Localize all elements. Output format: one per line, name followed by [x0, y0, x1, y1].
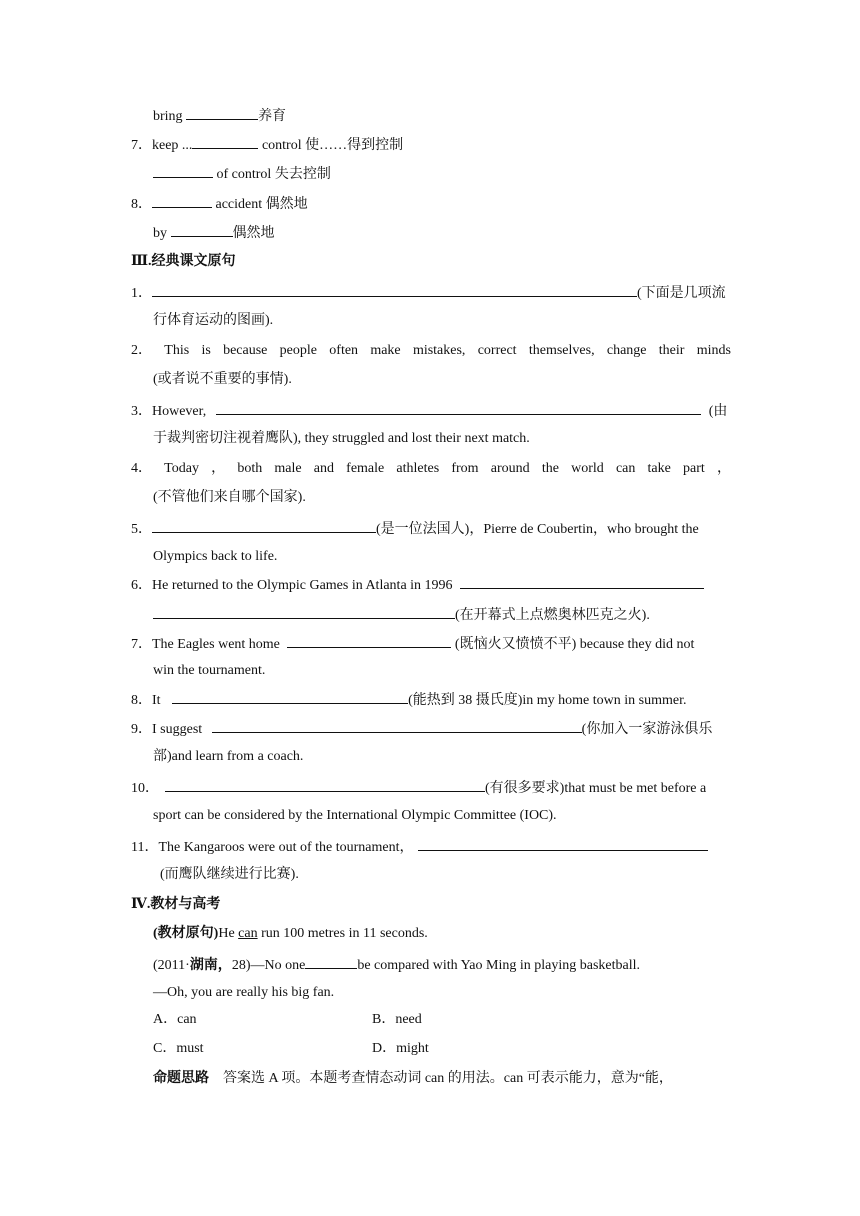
- item-number: 6．: [131, 578, 152, 593]
- analysis-text: 答案选 A 项。本题考查情态动词 can 的用法。can 可表示能力，意为“能，: [223, 1071, 673, 1086]
- answer-blank[interactable]: [192, 135, 258, 149]
- vocab-line-bring: [153, 106, 286, 124]
- sentence-text: run 100 metres in 11 seconds.: [257, 926, 428, 941]
- answer-blank[interactable]: [216, 401, 701, 415]
- sentence-5-line2: Olympics back to life.: [153, 549, 278, 564]
- word: mistakes,: [412, 343, 466, 358]
- word: and: [313, 461, 334, 476]
- item-number: 9．: [131, 722, 152, 737]
- sentence-text: However,: [152, 404, 210, 419]
- sentence-10-line2: sport can be considered by the International Olympic Committee (IOC).: [153, 808, 557, 823]
- option-a[interactable]: A．can: [153, 1012, 197, 1027]
- word: male: [274, 461, 302, 476]
- item-number: 8．: [131, 197, 152, 212]
- answer-blank[interactable]: [171, 223, 233, 237]
- vocab-line-out-of-control: [153, 164, 331, 182]
- sentence-4-line1: [131, 460, 731, 478]
- item-number: 7．: [131, 637, 152, 652]
- answer-blank[interactable]: [165, 778, 485, 792]
- analysis-label: 命题思路: [153, 1071, 209, 1086]
- answer-blank[interactable]: [152, 519, 376, 533]
- sentence-2-line2: (或者说不重要的事情).: [153, 372, 292, 387]
- word: part: [683, 461, 705, 476]
- sentence-4-line2: (不管他们来自哪个国家).: [153, 490, 306, 505]
- section-heading: Ⅳ.教材与高考: [131, 897, 221, 912]
- sentence-text: It: [152, 693, 165, 708]
- answer-blank[interactable]: [172, 690, 408, 704]
- word: themselves,: [528, 343, 595, 358]
- word: female: [346, 461, 385, 476]
- vocab-text: bring: [153, 109, 187, 124]
- word: minds: [696, 343, 731, 358]
- option-c[interactable]: C．must: [153, 1041, 204, 1056]
- exam-source: 湖南，: [189, 958, 232, 973]
- answer-blank[interactable]: [460, 575, 704, 589]
- word: can: [615, 461, 636, 476]
- textbook-sentence: [153, 925, 428, 943]
- item-number: 10．: [131, 781, 159, 796]
- sentence-text: 28)—No one: [231, 958, 306, 973]
- sentence-7-line2: win the tournament.: [153, 663, 266, 678]
- exam-question: [153, 955, 640, 973]
- vocab-line-8: [131, 194, 308, 212]
- sentence-1-line1: [131, 283, 726, 301]
- sentence-6-line2: [153, 605, 650, 623]
- word: often: [329, 343, 359, 358]
- sentence-11-line2: (而鹰队继续进行比赛).: [160, 867, 299, 882]
- vocab-text: by: [153, 226, 171, 241]
- sentence-9-line2: 部)and learn from a coach.: [153, 749, 304, 764]
- sentence-10-line1: [131, 778, 706, 796]
- item-number: 7．: [131, 138, 152, 153]
- word: their: [658, 343, 685, 358]
- sentence-text: He returned to the Olympic Games in Atlanta in 1996: [152, 578, 457, 593]
- word: This: [164, 343, 190, 358]
- word: because: [223, 343, 268, 358]
- word: take: [647, 461, 671, 476]
- item-number: 8．: [131, 693, 152, 708]
- word: correct: [477, 343, 517, 358]
- item-number: 2．: [131, 343, 152, 358]
- sentence-9-line1: [131, 719, 712, 737]
- answer-blank[interactable]: [212, 719, 582, 733]
- word: change: [606, 343, 647, 358]
- word: both: [237, 461, 263, 476]
- sentence-text: be compared with Yao Ming in playing basketball.: [357, 958, 640, 973]
- hint-text: (在开幕式上点燃奥林匹克之火).: [455, 608, 650, 623]
- sentence-3-line1: [131, 401, 727, 419]
- option-b[interactable]: B．need: [372, 1012, 422, 1027]
- item-number: 3．: [131, 404, 152, 419]
- hint-text: (你加入一家游泳俱乐: [581, 722, 713, 737]
- hint-text: (由: [708, 404, 728, 419]
- sentence-text: The Kangaroos were out of the tournament，: [158, 840, 414, 855]
- vocab-meaning: of control 失去控制: [213, 167, 331, 182]
- answer-blank[interactable]: [305, 955, 357, 969]
- sentence-5-line1: [131, 519, 699, 537]
- exam-source: (2011·: [153, 958, 190, 973]
- vocab-meaning: 养育: [258, 109, 287, 124]
- underlined-word: can: [238, 926, 258, 941]
- sentence-text: (有很多要求)that must be met before a: [485, 781, 707, 796]
- word: Today: [164, 461, 199, 476]
- section-heading: Ⅲ.经典课文原句: [131, 254, 236, 269]
- word: ，: [211, 461, 226, 476]
- analysis-line: [153, 1070, 673, 1088]
- item-number: 11．: [131, 840, 159, 855]
- sentence-1-line2: 行体育运动的图画).: [153, 313, 274, 328]
- vocab-meaning: 偶然地: [232, 226, 275, 241]
- word: from: [451, 461, 479, 476]
- sentence-text: (是一位法国人)，Pierre de Coubertin，who brought the: [376, 522, 699, 537]
- sentence-6-line1: [131, 575, 704, 593]
- word: is: [201, 343, 211, 358]
- vocab-meaning: accident 偶然地: [212, 197, 308, 212]
- vocab-line-7: [131, 135, 403, 153]
- sentence-8-line1: [131, 690, 687, 708]
- item-number: 4．: [131, 461, 152, 476]
- vocab-line-by: [153, 223, 275, 241]
- answer-blank[interactable]: [153, 164, 213, 178]
- answer-blank[interactable]: [152, 283, 637, 297]
- word: around: [490, 461, 530, 476]
- vocab-text: keep ...: [152, 138, 193, 153]
- sentence-3-line2: 于裁判密切注视着鹰队), they struggled and lost their next match.: [153, 431, 530, 446]
- sentence-11-line1: [131, 837, 708, 855]
- exam-reply: —Oh, you are really his big fan.: [153, 985, 335, 1000]
- vocab-meaning: control 使……得到控制: [258, 138, 404, 153]
- word: people: [279, 343, 317, 358]
- option-d[interactable]: D．might: [372, 1041, 429, 1056]
- answer-blank[interactable]: [287, 634, 451, 648]
- textbook-label: (教材原句): [153, 926, 219, 941]
- answer-blank[interactable]: [418, 837, 708, 851]
- item-number: 1．: [131, 286, 152, 301]
- sentence-text: The Eagles went home: [152, 637, 284, 652]
- answer-blank[interactable]: [152, 194, 212, 208]
- hint-text: (下面是几项流: [637, 286, 726, 301]
- sentence-7-line1: [131, 634, 694, 652]
- sentence-text: (能热到 38 摄氏度)in my home town in summer.: [408, 693, 687, 708]
- item-number: 5．: [131, 522, 152, 537]
- word: athletes: [396, 461, 440, 476]
- word: ，: [716, 461, 731, 476]
- sentence-2-line1: [131, 342, 731, 360]
- word: the: [541, 461, 559, 476]
- sentence-text: (既恼火又愤愤不平) because they did not: [451, 637, 695, 652]
- sentence-text: I suggest: [152, 722, 206, 737]
- answer-blank[interactable]: [186, 106, 258, 120]
- sentence-text: He: [218, 926, 239, 941]
- word: make: [370, 343, 401, 358]
- word: world: [571, 461, 604, 476]
- answer-blank[interactable]: [153, 605, 455, 619]
